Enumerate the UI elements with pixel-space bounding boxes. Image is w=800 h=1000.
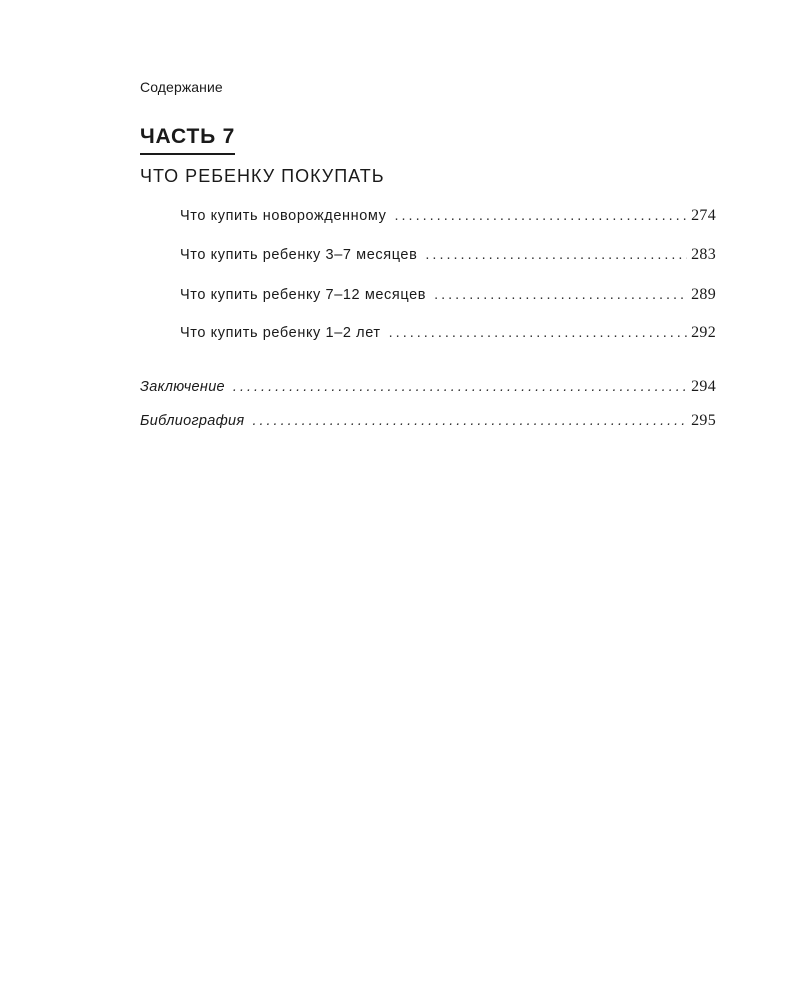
toc-entry[interactable] xyxy=(180,206,716,226)
toc-page-number: 292 xyxy=(691,324,716,341)
dot-leader xyxy=(434,285,687,305)
toc-entry-label: Что купить новорожденному xyxy=(180,208,387,224)
toc-entry-label: Что купить ребенку 1–2 лет xyxy=(180,325,381,341)
toc-page-number: 274 xyxy=(691,207,716,224)
toc-entry-label: Заключение xyxy=(140,379,225,395)
toc-entry-label: Что купить ребенку 7–12 месяцев xyxy=(180,287,427,303)
dot-leader xyxy=(395,206,688,226)
toc-entry[interactable] xyxy=(180,285,716,305)
toc-entry[interactable] xyxy=(180,245,716,265)
dot-leader xyxy=(389,323,687,343)
dot-leader xyxy=(233,377,687,397)
part-subtitle: ЧТО РЕБЕНКУ ПОКУПАТЬ xyxy=(140,166,385,186)
running-head: Содержание xyxy=(140,79,223,95)
dot-leader xyxy=(425,245,687,265)
toc-page-number: 283 xyxy=(691,246,716,263)
toc-entry-label: Что купить ребенку 3–7 месяцев xyxy=(180,247,418,263)
dot-leader xyxy=(252,411,687,431)
toc-page-number: 289 xyxy=(691,286,716,303)
toc-entry-bibliography[interactable] xyxy=(140,411,716,431)
toc-entry[interactable] xyxy=(180,323,716,343)
toc-entry-label: Библиография xyxy=(140,413,245,429)
toc-entry-conclusion[interactable] xyxy=(140,377,716,397)
toc-page-number: 294 xyxy=(691,378,716,395)
part-title: ЧАСТЬ 7 xyxy=(140,124,235,155)
toc-page-number: 295 xyxy=(691,412,716,429)
